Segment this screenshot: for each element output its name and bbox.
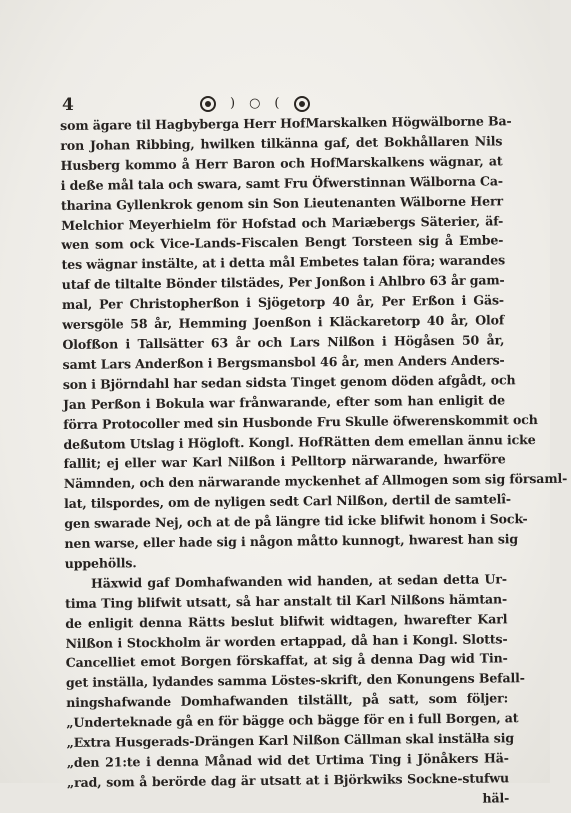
text-line: tes wägnar instälte, at i detta mål Embetes talan föra; warandes xyxy=(61,252,506,273)
text-line: „den 21:te i denna Månad wid det Urtima Ting i Jönåkers Hä- xyxy=(66,750,509,770)
text-line: Husberg kommo å Herr Baron och HofMarskalkens wägnar, at xyxy=(60,153,503,173)
text-line: utaf de tiltalte Bönder tilstädes, Per Jonßon i Ahlbro 63 år gam- xyxy=(61,272,505,293)
text-line: tharina Gyllenkrok genom sin Son Lieutenanten Wälborne Herr xyxy=(60,192,503,213)
text-line: wersgöle 58 år, Hemming Joenßon i Kläckaretorp 40 år, Olof xyxy=(62,312,505,333)
text-line: mal, Per Christopherßon i Sjögetorp 40 år, Per Erßon i Gäs- xyxy=(61,292,505,313)
text-line: de enligit denna Rätts beslut blifwit widtagen, hwarefter Karl xyxy=(65,611,508,631)
text-line: ron Johan Ribbing, hwilken tilkänna gaf, det Bokhållaren Nils xyxy=(60,133,503,153)
text-line: förra Protocoller med sin Husbonde Fru Skulle öfwerenskommit och xyxy=(63,411,538,432)
text-line: Jan Perßon i Bokula war frånwarande, efter som han enligit de xyxy=(62,392,506,412)
text-line: deßutom Utslag i Högloft. Kongl. HofRätten dem emellan ännu icke xyxy=(63,431,536,452)
text-line: samt Lars Anderßon i Bergsmansbol 46 år, men Anders Anders- xyxy=(62,352,505,372)
ornament-paren-left-icon: ( xyxy=(274,96,280,111)
header-ornament xyxy=(200,96,310,112)
text-line: uppehölls. xyxy=(64,555,137,571)
text-line: Olofßon i Tallsätter 63 år och Lars Nilßon i Högåsen 50 år, xyxy=(62,332,505,352)
text-line: wen som ock Vice-Lands-Fiscalen Bengt Torsteen sig å Embe- xyxy=(61,232,504,253)
text-body xyxy=(60,111,568,812)
text-line: Häxwid gaf Domhafwanden wid handen, at sedan detta Ur- xyxy=(90,571,507,591)
ornament-paren-right-icon: ) xyxy=(230,96,236,111)
ornament-ring-left-icon xyxy=(200,96,216,112)
text-line: tima Ting blifwit utsatt, så har anstalt til Karl Nilßons hämtan- xyxy=(65,591,508,611)
text-line: ningshafwande Domhafwanden tilställt, på satt, som följer: xyxy=(66,690,509,711)
text-line: „Extra Husgerads-Drängen Karl Nilßon Cällman skal instälła sig xyxy=(66,730,515,751)
text-line: lat, tilspordes, om de nyligen sedt Carl Nilßon, dertil de samtelî- xyxy=(63,491,512,512)
page-number: 4 xyxy=(62,95,74,115)
text-line: Nämnden, och den närwarande myckenhet af Allmogen som sig församl- xyxy=(63,471,568,492)
ornament-ring-right-icon xyxy=(294,96,310,112)
text-line: „rad, som å berörde dag är utsatt at i Björkwiks Sockne-stufwu xyxy=(66,770,510,790)
text-line: get inställa, lydandes samma Löstes-skrift, den Konungens Befall- xyxy=(65,670,525,691)
text-line: son i Björndahl har sedan sidsta Tinget genom döden afgådt, och xyxy=(62,372,516,392)
text-line: i deße mål tala och swara, samt Fru Öfwerstinnan Wälborna Ca- xyxy=(60,173,504,193)
text-line: Melchior Meyerhielm för Hofstad och Mariæbergs Säterier, äf- xyxy=(61,212,504,233)
catchword: häl- xyxy=(482,790,510,806)
text-line: nen warse, eller hade sig i någon måtto kunnogt, hwarest han sig xyxy=(64,531,519,552)
text-line: Nilßon i Stockholm är worden ertappad, då han i Kongl. Slotts- xyxy=(65,630,508,651)
text-line: „Underteknade gå en för bägge och bägge för en i full Borgen, at xyxy=(66,710,519,731)
text-line: Cancelliet emot Borgen förskaffat, at sig å denna Dag wid Tin- xyxy=(65,650,508,671)
text-line: fallit; ej eller war Karl Nilßon i Pelltorp närwarande, hwarföre xyxy=(63,451,506,472)
text-line: gen swarade Nej, och at de på längre tid icke blifwit honom i Sock- xyxy=(64,511,528,532)
ornament-dot-icon: ○ xyxy=(249,96,261,111)
text-line: som ägare til Hagbyberga Herr HofMarskalken Högwälborne Ba- xyxy=(60,113,512,133)
